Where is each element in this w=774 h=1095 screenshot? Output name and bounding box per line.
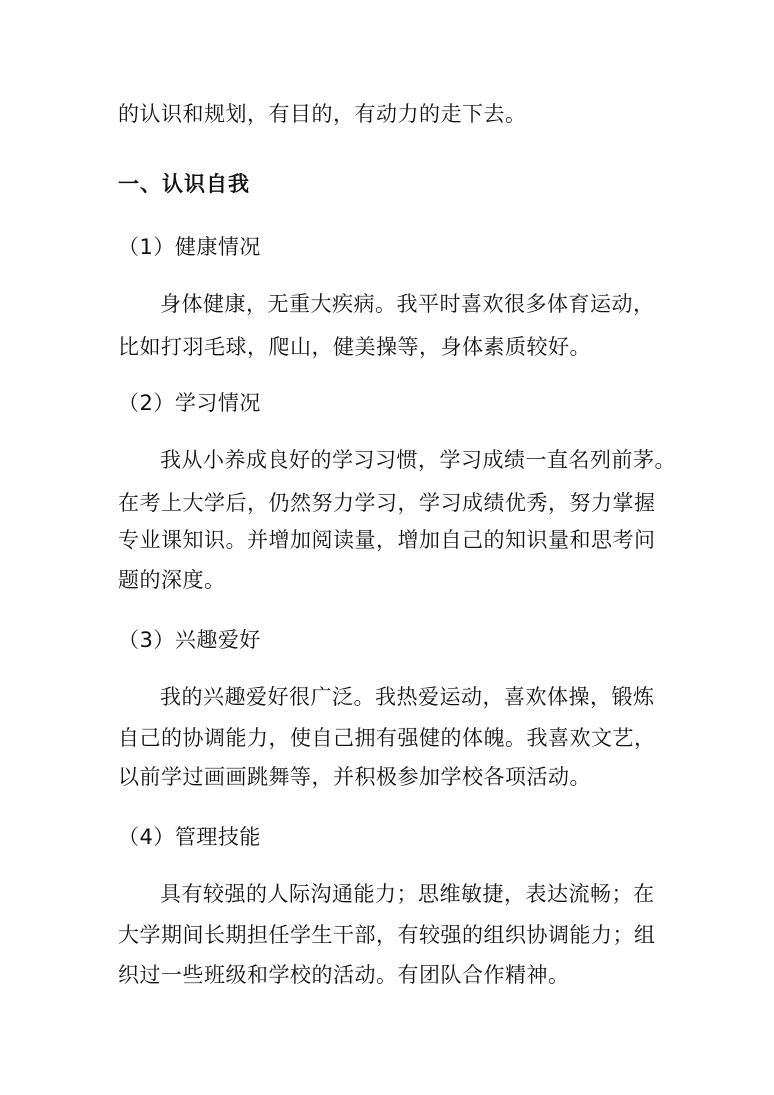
section-title: 一、认识自我 (118, 172, 250, 196)
study-heading: （2）学习情况 (118, 391, 261, 415)
hobby-heading: （3）兴趣爱好 (118, 628, 261, 652)
health-paragraph-line: 比如打羽毛球，爬山，健美操等，身体素质较好。 (118, 335, 591, 359)
study-paragraph-line: 题的深度。 (118, 568, 226, 592)
health-heading: （1）健康情况 (118, 235, 261, 259)
study-paragraph-line: 在考上大学后，仍然努力学习，学习成绩优秀，努力掌握 (118, 491, 656, 515)
management-heading: （4）管理技能 (118, 825, 261, 849)
hobby-paragraph-line: 以前学过画画跳舞等，并积极参加学校各项活动。 (118, 765, 591, 789)
study-paragraph-line: 专业课知识。并增加阅读量，增加自己的知识量和思考问 (118, 528, 656, 552)
hobby-paragraph-line: 我的兴趣爱好很广泛。我热爱运动，喜欢体操，锻炼 (160, 685, 655, 709)
intro-line: 的认识和规划，有目的，有动力的走下去。 (118, 102, 527, 126)
management-paragraph-line: 具有较强的人际沟通能力；思维敏捷，表达流畅；在 (160, 882, 655, 906)
management-paragraph-line: 织过一些班级和学校的活动。有团队合作精神。 (118, 963, 570, 987)
health-paragraph-line: 身体健康，无重大疾病。我平时喜欢很多体育运动， (160, 292, 655, 316)
hobby-paragraph-line: 自己的协调能力，使自己拥有强健的体魄。我喜欢文艺， (118, 726, 656, 750)
management-paragraph-line: 大学期间长期担任学生干部，有较强的组织协调能力；组 (118, 923, 656, 947)
study-paragraph-line: 我从小养成良好的学习习惯，学习成绩一直名列前茅。 (160, 448, 676, 472)
